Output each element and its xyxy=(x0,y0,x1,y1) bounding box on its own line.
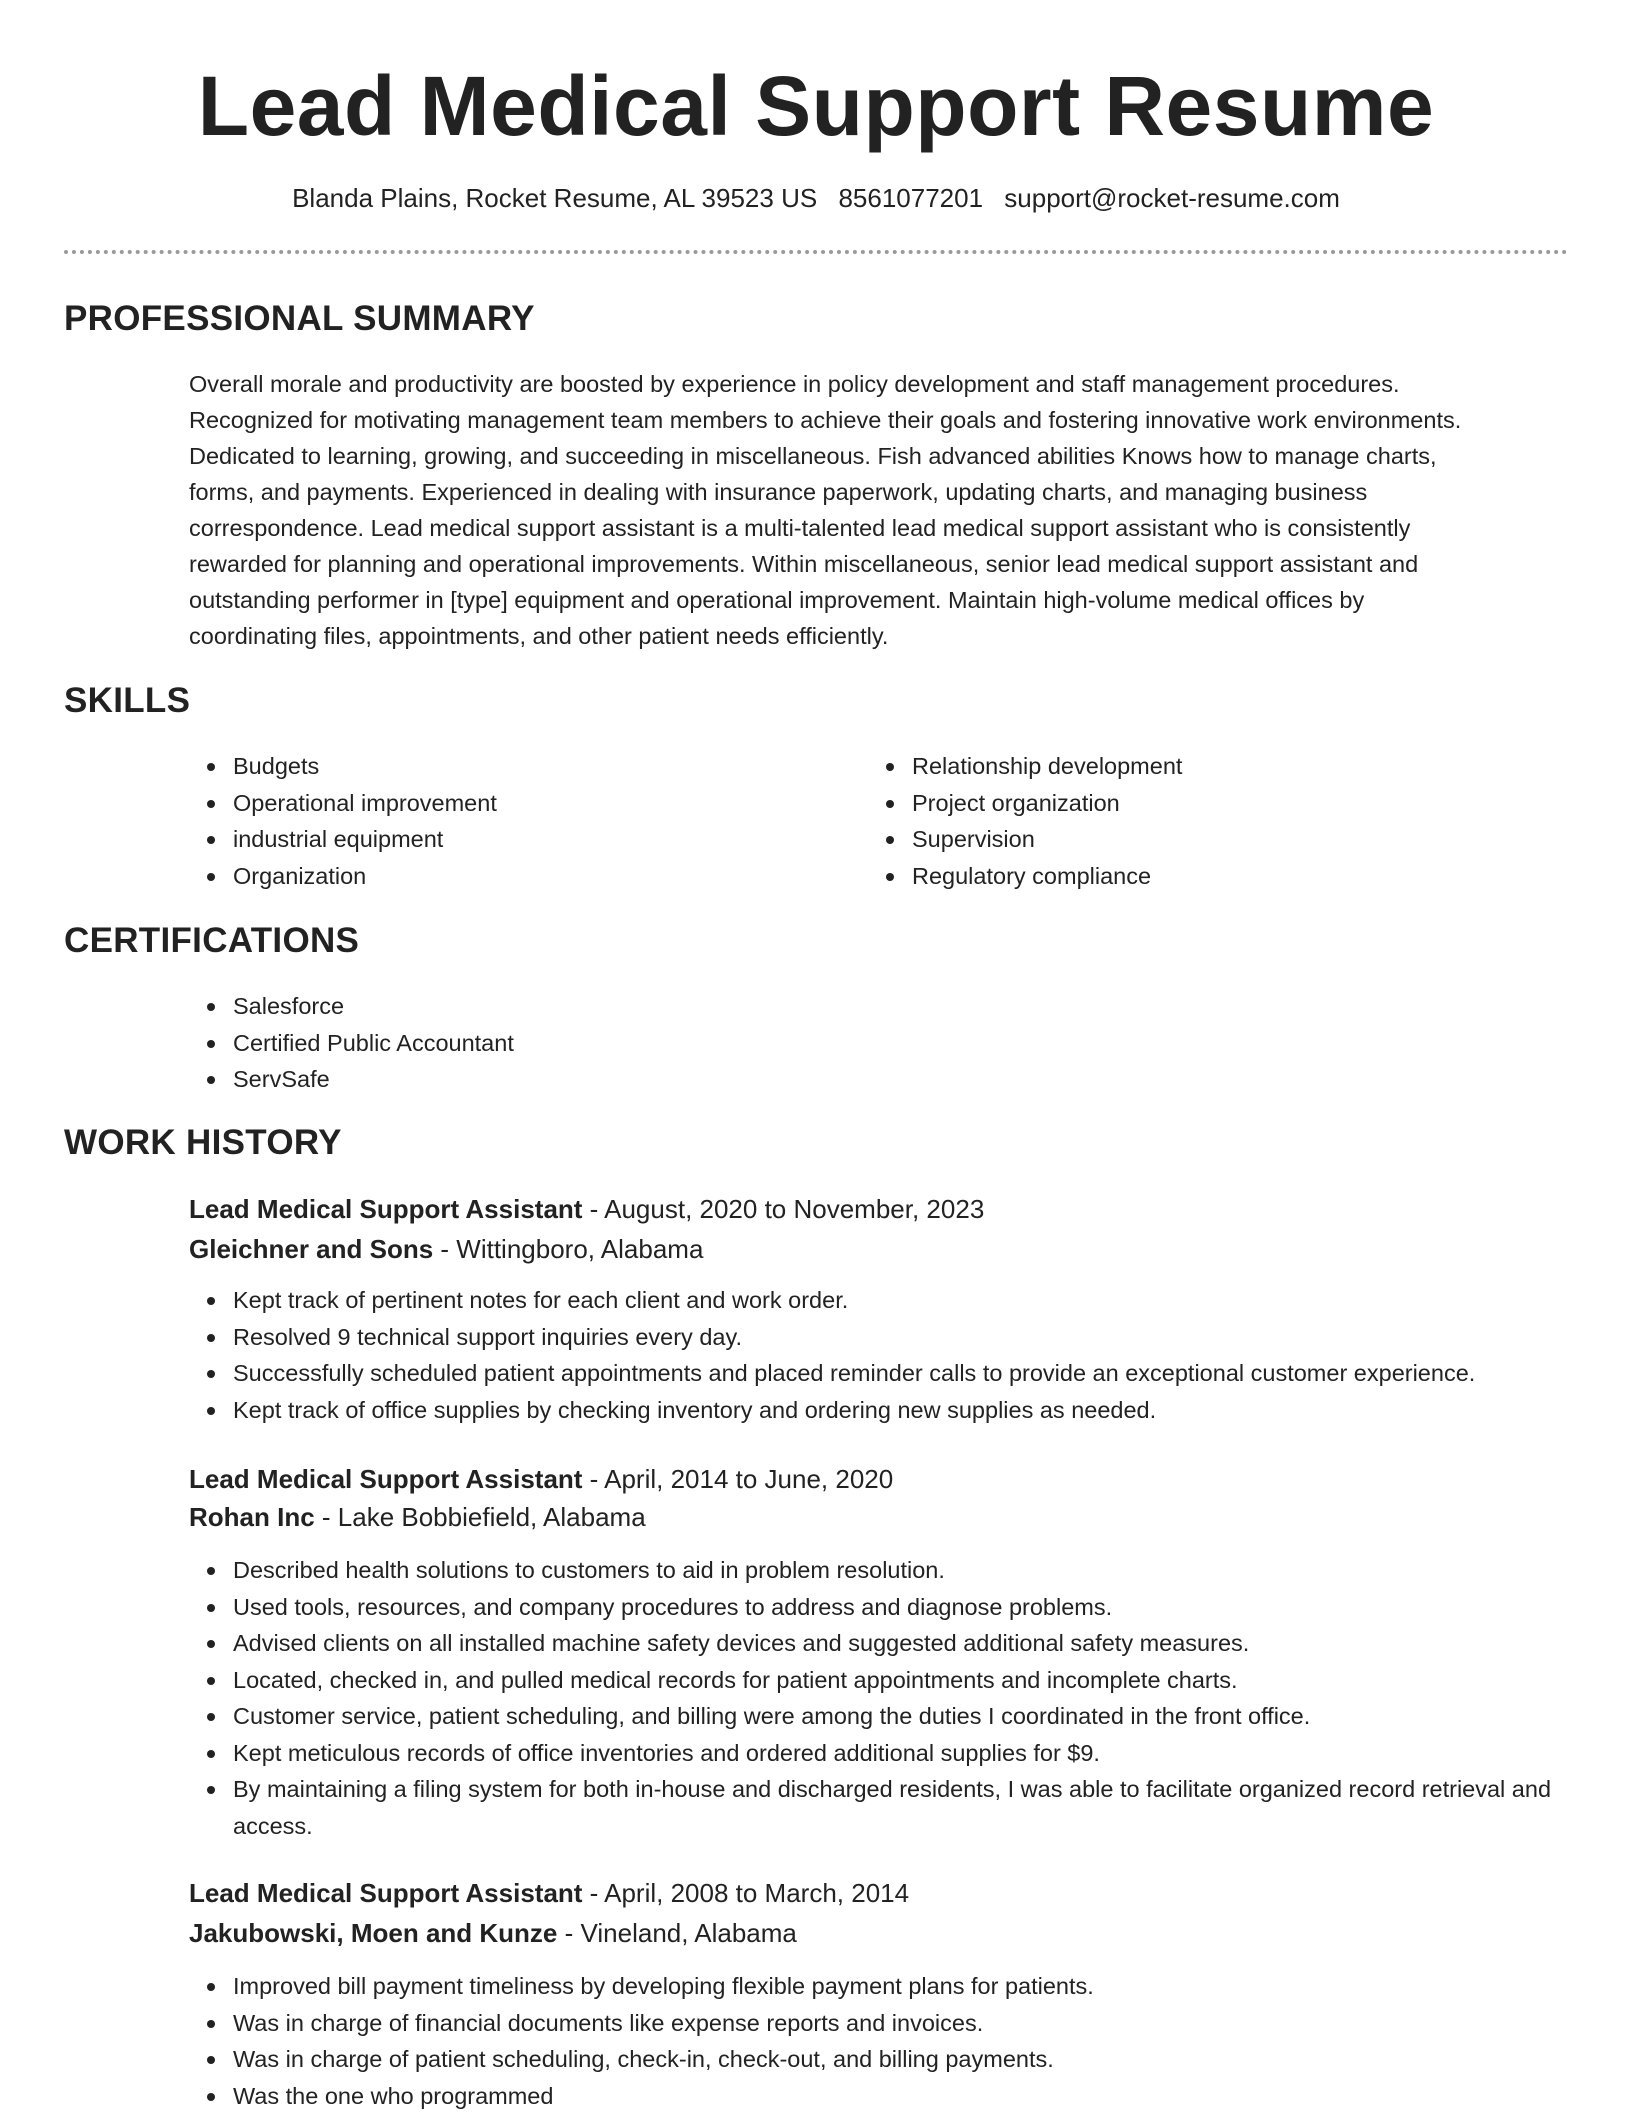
job-dates: - August, 2020 to November, 2023 xyxy=(582,1194,984,1224)
certification-item: ServSafe xyxy=(189,1061,989,1098)
job-title-line xyxy=(189,1876,1579,1910)
skill-item: Supervision xyxy=(868,821,1508,858)
skill-item: industrial equipment xyxy=(189,821,829,858)
skill-item: Budgets xyxy=(189,748,829,785)
header-divider xyxy=(64,250,1568,254)
job-location: - Wittingboro, Alabama xyxy=(433,1234,703,1264)
section-title-skills: SKILLS xyxy=(64,680,190,722)
job-bullet: Kept track of pertinent notes for each client and work order. xyxy=(189,1282,1589,1319)
job-company-line xyxy=(189,1500,1579,1534)
job-dates: - April, 2014 to June, 2020 xyxy=(582,1464,893,1494)
job-location: - Lake Bobbiefield, Alabama xyxy=(315,1502,646,1532)
summary-line: rewarded for planning and operational improvements. Within miscellaneous, senior lead medical support assistant and xyxy=(189,546,1579,582)
certification-item: Certified Public Accountant xyxy=(189,1025,989,1062)
skill-item: Project organization xyxy=(868,785,1508,822)
job-title-line xyxy=(189,1192,1579,1226)
job-bullets xyxy=(189,1282,1589,1428)
job-company: Jakubowski, Moen and Kunze xyxy=(189,1918,557,1948)
summary-line: Overall morale and productivity are boosted by experience in policy development and staff management procedures. xyxy=(189,366,1579,402)
summary-line: outstanding performer in [type] equipment and operational improvement. Maintain high-volume medical offices by xyxy=(189,582,1579,618)
job-bullet: Improved bill payment timeliness by developing flexible payment plans for patients. xyxy=(189,1968,1589,2005)
job-company-line xyxy=(189,1232,1579,1266)
job-company: Rohan Inc xyxy=(189,1502,315,1532)
skill-item: Operational improvement xyxy=(189,785,829,822)
summary-line: Recognized for motivating management team members to achieve their goals and fostering innovative work environments. xyxy=(189,402,1579,438)
job-bullet: Kept meticulous records of office inventories and ordered additional supplies for $9. xyxy=(189,1735,1589,1772)
skill-item: Relationship development xyxy=(868,748,1508,785)
skill-item: Regulatory compliance xyxy=(868,858,1508,895)
section-title-summary: PROFESSIONAL SUMMARY xyxy=(64,298,535,340)
section-title-work-history: WORK HISTORY xyxy=(64,1122,342,1164)
certifications-list xyxy=(189,988,989,1098)
job-bullets xyxy=(189,1552,1589,1844)
job-title: Lead Medical Support Assistant xyxy=(189,1464,582,1494)
job-bullets xyxy=(189,1968,1589,2114)
summary-text xyxy=(189,366,1579,654)
contact-line xyxy=(0,182,1632,214)
skills-list-right xyxy=(868,748,1508,894)
job-bullet: Resolved 9 technical support inquiries every day. xyxy=(189,1319,1589,1356)
job-company: Gleichner and Sons xyxy=(189,1234,433,1264)
summary-line: coordinating files, appointments, and other patient needs efficiently. xyxy=(189,618,1579,654)
job-bullet: Advised clients on all installed machine safety devices and suggested additional safety measures. xyxy=(189,1625,1589,1662)
job-bullet: Was the one who programmed xyxy=(189,2078,1589,2114)
resume-title: Lead Medical Support Resume xyxy=(0,58,1632,154)
contact-address: Blanda Plains, Rocket Resume, AL 39523 US xyxy=(292,183,817,213)
job-location: - Vineland, Alabama xyxy=(557,1918,796,1948)
job-bullet: Kept track of office supplies by checking inventory and ordering new supplies as needed. xyxy=(189,1392,1589,1429)
summary-line: forms, and payments. Experienced in dealing with insurance paperwork, updating charts, and managing business xyxy=(189,474,1579,510)
summary-line: correspondence. Lead medical support assistant is a multi-talented lead medical support assistant who is consistently xyxy=(189,510,1579,546)
job-company-line xyxy=(189,1916,1579,1950)
job-title-line xyxy=(189,1462,1579,1496)
job-title: Lead Medical Support Assistant xyxy=(189,1194,582,1224)
job-bullet: Located, checked in, and pulled medical records for patient appointments and incomplete charts. xyxy=(189,1662,1589,1699)
summary-line: Dedicated to learning, growing, and succeeding in miscellaneous. Fish advanced abilities Knows how to manage charts, xyxy=(189,438,1579,474)
certification-item: Salesforce xyxy=(189,988,989,1025)
job-bullet: Customer service, patient scheduling, and billing were among the duties I coordinated in the front office. xyxy=(189,1698,1589,1735)
skills-list-left xyxy=(189,748,829,894)
job-title: Lead Medical Support Assistant xyxy=(189,1878,582,1908)
job-bullet: Used tools, resources, and company procedures to address and diagnose problems. xyxy=(189,1589,1589,1626)
contact-email: support@rocket-resume.com xyxy=(1004,183,1340,213)
job-dates: - April, 2008 to March, 2014 xyxy=(582,1878,909,1908)
job-bullet: Was in charge of financial documents like expense reports and invoices. xyxy=(189,2005,1589,2042)
contact-phone: 8561077201 xyxy=(838,183,983,213)
job-bullet: Was in charge of patient scheduling, check-in, check-out, and billing payments. xyxy=(189,2041,1589,2078)
skill-item: Organization xyxy=(189,858,829,895)
job-bullet: Successfully scheduled patient appointments and placed reminder calls to provide an exceptional customer experience. xyxy=(189,1355,1589,1392)
section-title-certifications: CERTIFICATIONS xyxy=(64,920,359,962)
job-bullet: Described health solutions to customers to aid in problem resolution. xyxy=(189,1552,1589,1589)
job-bullet: By maintaining a filing system for both in-house and discharged residents, I was able to facilitate organized record retrieval and access. xyxy=(189,1771,1583,1844)
